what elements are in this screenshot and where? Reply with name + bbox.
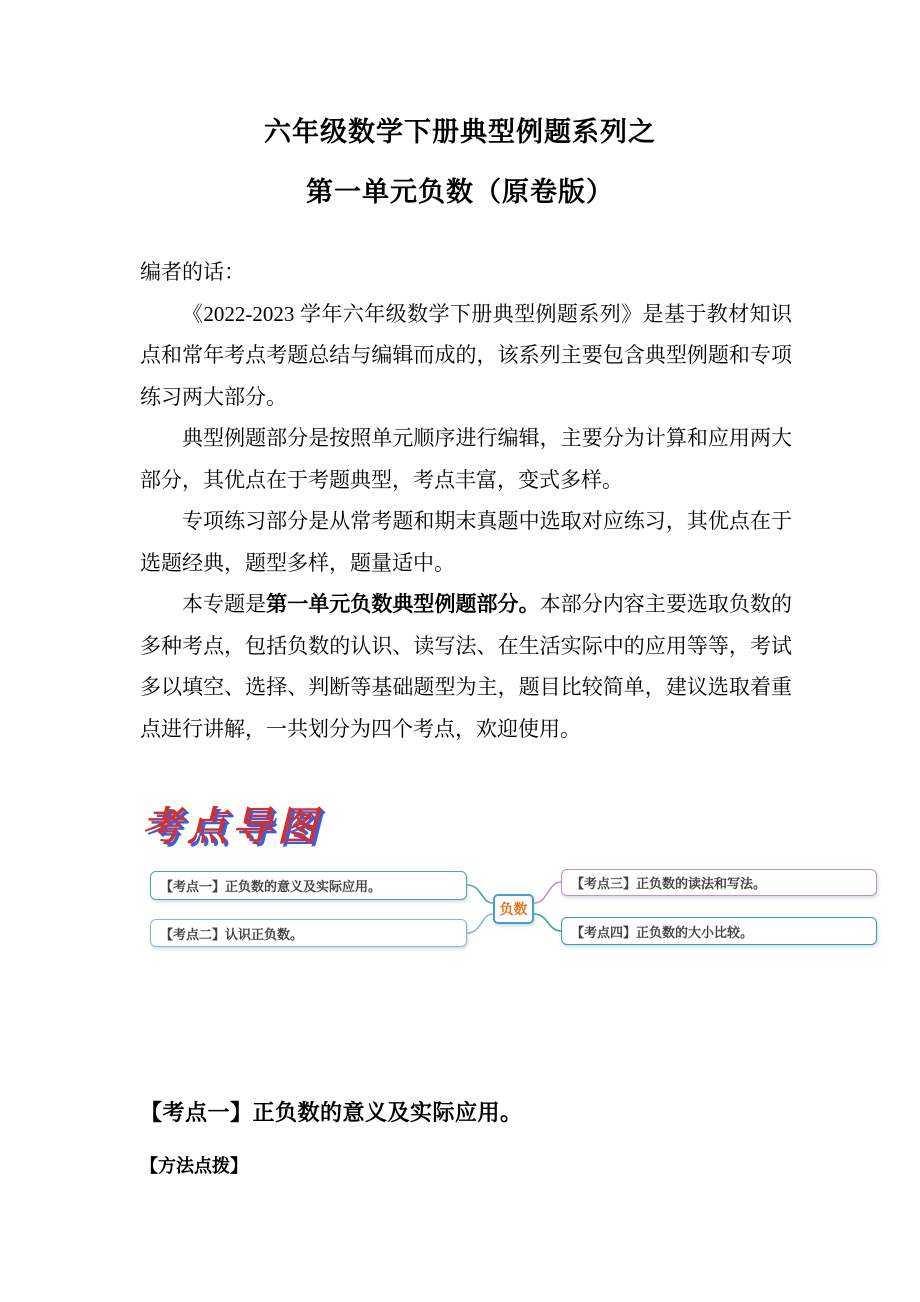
mindmap — [140, 858, 885, 953]
section-heading-kaodian1: 【考点一】正负数的意义及实际应用。 — [140, 1100, 523, 1125]
mindmap-center-node: 负数 — [493, 894, 534, 924]
intro-paragraph-4-rest: 本部分内容主要选取负数的多种考点，包括负数的认识、读写法、在生活实际中的应用等等，考试多以填空、选择、判断等基础题型为主，题目比较简单，建议选取着重点进行讲解，一共划分为四个考点，欢迎使用。 — [140, 592, 793, 741]
connector-node4 — [534, 914, 561, 931]
intro-paragraph-2: 典型例题部分是按照单元顺序进行编辑，主要分为计算和应用两大部分，其优点在于考题典型，考点丰富，变式多样。 — [140, 426, 792, 492]
mindmap-node-kaodian4: 【考点四】正负数的大小比较。 — [561, 917, 877, 945]
section-heading-method: 【方法点拨】 — [140, 1156, 248, 1176]
mindmap-node-kaodian2: 【考点二】认识正负数。 — [150, 919, 467, 947]
intro-paragraph-1: 《2022-2023 学年六年级数学下册典型例题系列》是基于教材知识点和常年考点考题总结与编辑而成的，该系列主要包含典型例题和专项练习两大部分。 — [140, 301, 792, 409]
editor-note-block — [140, 252, 792, 750]
document-title-line1: 六年级数学下册典型例题系列之 — [264, 117, 656, 147]
mindmap-node-kaodian3: 【考点三】正负数的读法和写法。 — [561, 869, 877, 896]
intro-paragraph-3: 专项练习部分是从常考题和期末真题中选取对应练习，其优点在于选题经典，题型多样，题量适中。 — [140, 509, 792, 575]
mindmap-node-kaodian1: 【考点一】正负数的意义及实际应用。 — [150, 871, 467, 900]
mindmap-heading: 考点导图 — [142, 803, 322, 850]
intro-paragraph-4-bold: 第一单元负数典型例题部分。 — [266, 592, 540, 616]
connector-node1 — [467, 885, 493, 903]
connector-node3 — [534, 882, 561, 903]
intro-paragraph-4-prefix: 本专题是 — [182, 592, 267, 616]
intro-paragraph-4 — [140, 584, 792, 750]
document-title-line2: 第一单元负数（原卷版） — [306, 177, 614, 207]
editor-note-label: 编者的话： — [140, 260, 245, 284]
connector-node2 — [467, 914, 493, 933]
